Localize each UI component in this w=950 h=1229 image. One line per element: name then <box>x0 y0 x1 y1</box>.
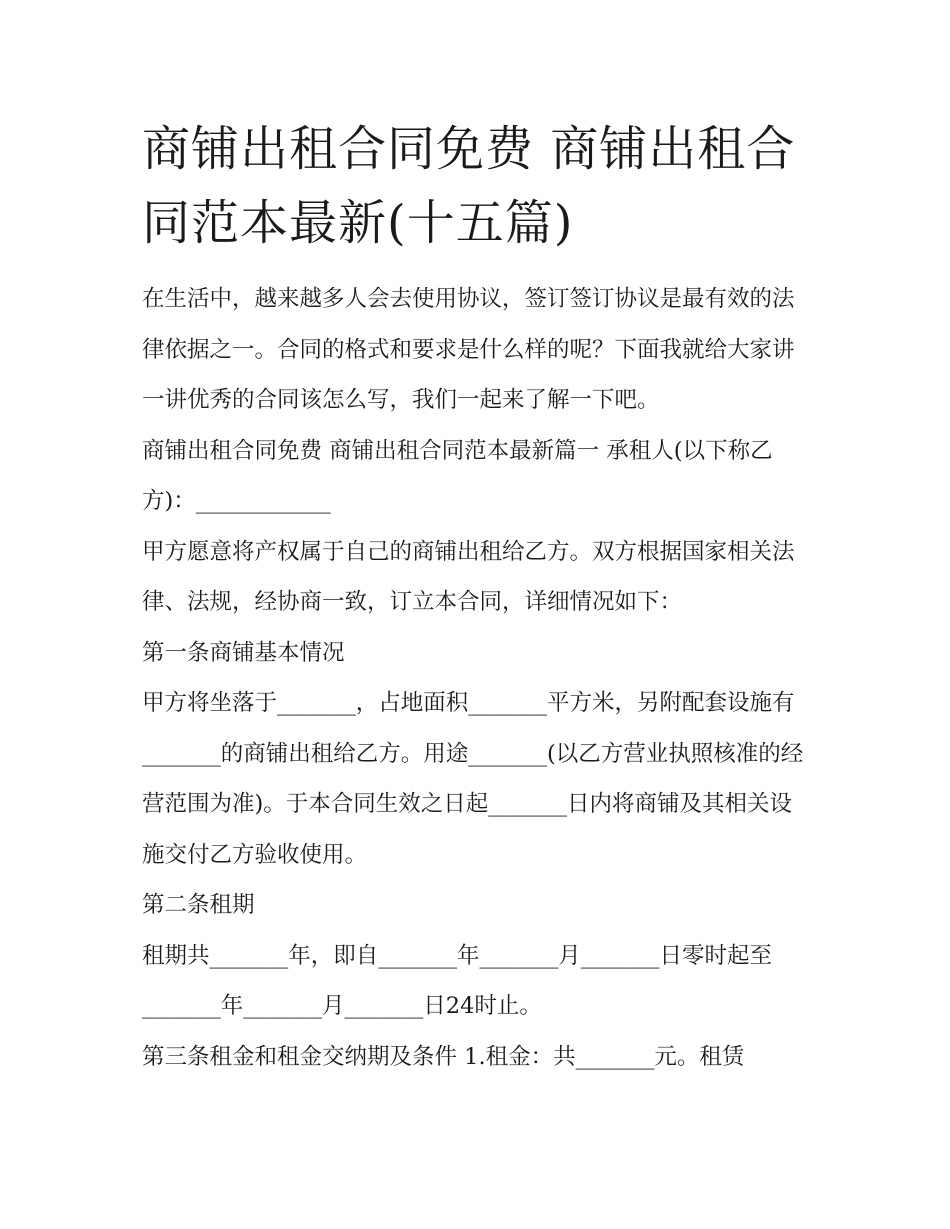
article-1-heading: 第一条商铺基本情况 <box>142 639 345 666</box>
lessee-paragraph: 商铺出租合同免费 商铺出租合同范本最新篇一 承租人(以下称乙方)：____________ <box>142 437 773 514</box>
article-3-heading: 第三条租金和租金交纳期及条件 1.租金：共_______元。租赁 <box>142 1043 745 1070</box>
document-title: 商铺出租合同免费 商铺出租合同范本最新(十五篇) <box>142 121 796 251</box>
article-1-body: 甲方将坐落于_______，占地面积_______平方米，另附配套设施有_______的商铺出租给乙方。用途_______(以乙方营业执照核准的经营范围为准)。于本合同生效之日起_______日内将商铺及其相关设施交付乙方验收使用。 <box>142 690 804 868</box>
article-2-body: 租期共_______年，即自_______年_______月_______日零时起至_______年_______月_______日24时止。 <box>142 942 773 1019</box>
article-2-heading: 第二条租期 <box>142 892 255 918</box>
document-page <box>142 112 814 1082</box>
intro-paragraph: 在生活中，越来越多人会去使用协议，签订签订协议是最有效的法律依据之一。合同的格式和要求是什么样的呢？下面我就给大家讲一讲优秀的合同该怎么写，我们一起来了解一下吧。 <box>142 286 795 413</box>
agreement-paragraph: 甲方愿意将产权属于自己的商铺出租给乙方。双方根据国家相关法律、法规，经协商一致，订立本合同，详细情况如下： <box>142 538 795 615</box>
